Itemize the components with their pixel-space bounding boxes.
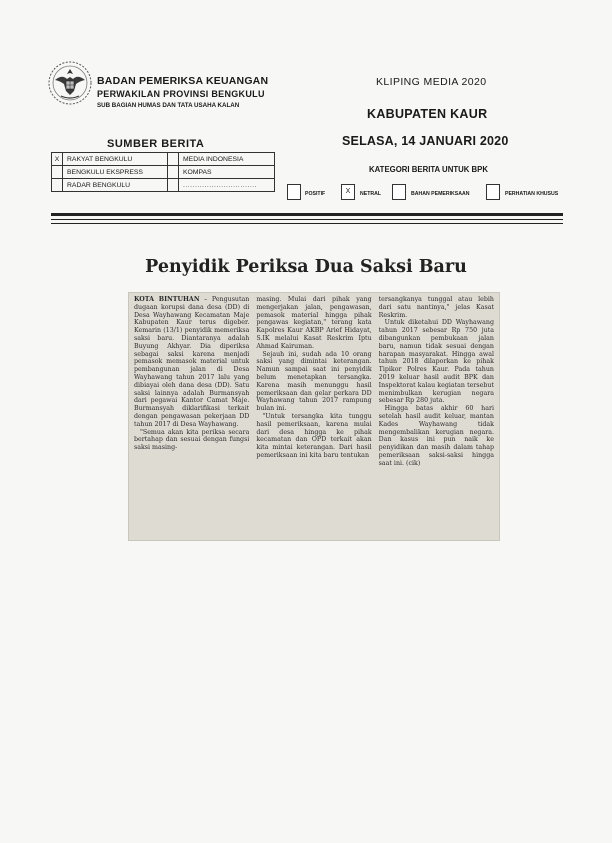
source-checkbox[interactable] — [52, 166, 63, 179]
article-column-3 — [379, 296, 494, 537]
sumber-berita-title: SUMBER BERITA — [107, 138, 205, 150]
source-label: MEDIA INDONESIA — [179, 153, 275, 166]
source-label: KOMPAS — [179, 166, 275, 179]
header-divider-thin — [51, 223, 563, 224]
source-checkbox[interactable] — [52, 179, 63, 192]
article-paragraph: Hingga batas akhir 60 hari setelah hasil audit keluar, mantan Kades Wayhawang tidak mengembalikan kerugian negara. Dan kasus ini pun naik ke penyidikan dan masih dalam tahap pemeriksaan saksi-saksi hingga saat ini. (cik) — [378, 405, 494, 467]
source-checkbox[interactable] — [168, 153, 179, 166]
kategori-positif-label: POSITIF — [305, 191, 326, 197]
kabupaten-title: KABUPATEN KAUR — [367, 107, 488, 121]
org-subtitle: PERWAKILAN PROVINSI BENGKULU — [97, 89, 265, 99]
source-label: RADAR BENGKULU — [63, 179, 168, 192]
header-divider-thin — [51, 219, 563, 220]
article-paragraph: tersangkanya tunggal atau lebih dari satu nantinya," jelas Kasat Reskrim. — [378, 296, 494, 319]
article-paragraph: Untuk diketahui DD Wayhawang tahun 2017 sebesar Rp 750 juta dibangunkan pembukaan jalan baru, namun tidak sesuai dengan harapan masyarakat. Hingga awal tahun 2018 dilaporkan ke pihak Tipikor Polres Kaur. Pada tahun 2019 keluar hasil audit BPK dan Inspektorat kalau kegiatan tersebut menimbulkan kerugian negara sebesar Rp 280 juta. — [378, 319, 494, 405]
article-dateline: KOTA BINTUHAN — [134, 296, 200, 303]
article-column-1 — [134, 296, 249, 537]
article-paragraph: "Untuk tersangka kita tunggu hasil pemeriksaan, karena mulai dari desa hingga ke pihak kecamatan dan OPD terkait akan kita mintai keterangan. Dari hasil pemeriksaan ini kita baru tentukan — [256, 412, 372, 459]
kategori-perhatian-label: PERHATIAN KHUSUS — [505, 191, 559, 197]
source-other-field[interactable]: ............................... — [179, 179, 275, 192]
kategori-bahan-label: BAHAN PEMERIKSAAN — [411, 191, 470, 197]
source-checkbox[interactable] — [168, 179, 179, 192]
header-divider — [51, 213, 563, 216]
table-row — [52, 179, 275, 192]
sumber-berita-table — [51, 152, 275, 192]
article-paragraph: "Semua akan kita periksa secara bertahap dan sesuai dengan fungsi saksi masing- — [134, 428, 250, 452]
source-checkbox[interactable]: X — [52, 153, 63, 166]
kategori-netral-label: NETRAL — [360, 191, 382, 197]
article-column-2 — [256, 296, 371, 537]
table-row — [52, 153, 275, 166]
clipping-date: SELASA, 14 JANUARI 2020 — [342, 134, 509, 148]
kategori-bahan-checkbox[interactable] — [392, 184, 406, 200]
source-checkbox[interactable] — [168, 166, 179, 179]
kategori-perhatian-checkbox[interactable] — [486, 184, 500, 200]
org-department: SUB BAGIAN HUMAS DAN TATA USAHA KALAN — [97, 102, 240, 109]
article-paragraph: KOTA BINTUHAN – Pengusutan dugaan korupsi dana desa (DD) di Desa Wayhawang Kecamatan Maje Kabupaten Kaur terus digeber. Kemarin (13/1) penyidik memeriksa saksi baru. Diantaranya adalah Buyung Akhyar. Dia diperiksa sebagai saksi karena menjadi pemasok memasok material untuk pembangunan jalan di Desa Wayhawang tahun 2017 lalu yang dibiayai oleh dana desa (DD). Satu saksi lainnya adalah Burmansyah dari pegawai Kantor Camat Maje. Burmansyah diklarifikasi terkait dengan pengawasan pekerjaan DD tahun 2017 di Desa Wayhawang. — [134, 296, 250, 428]
garuda-emblem-icon — [47, 60, 93, 106]
org-name: BADAN PEMERIKSA KEUANGAN — [97, 75, 269, 87]
kategori-positif-checkbox[interactable] — [287, 184, 301, 200]
kategori-netral-checkbox[interactable]: X — [341, 184, 355, 200]
article-paragraph: Sejauh ini, sudah ada 10 orang saksi yang dimintai keterangan. Namun sampai saat ini penyidik belum menetapkan tersangka. Karena masih menunggu hasil pemeriksaan dan gelar perkara DD Wayhawang tahun 2017 rampung bulan ini. — [256, 350, 372, 413]
newspaper-clipping — [128, 292, 500, 541]
table-row — [52, 166, 275, 179]
kategori-title: KATEGORI BERITA UNTUK BPK — [369, 165, 488, 174]
kliping-title: KLIPING MEDIA 2020 — [376, 76, 487, 88]
article-paragraph: masing. Mulai dari pihak yang mengerjakan jalan, pengawasan, pemasok material hingga pihak pengawas kegiatan," terang kata Kapolres Kaur AKBP Arief Hidayat, S.IK melalui Kasat Reskrim Iptu Ahmad Kairuman. — [256, 296, 372, 350]
article-headline: Penyidik Periksa Dua Saksi Baru — [145, 257, 467, 277]
source-label: RAKYAT BENGKULU — [63, 153, 168, 166]
source-label: BENGKULU EKSPRESS — [63, 166, 168, 179]
